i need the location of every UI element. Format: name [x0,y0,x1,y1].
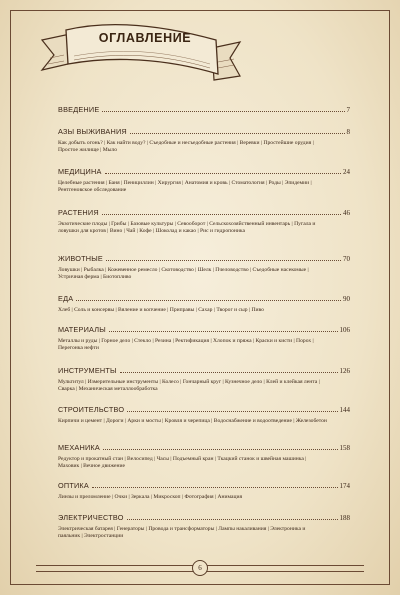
toc-heading-row [58,254,350,264]
chapter-subtopics: Линзы и преломление | Очки | Зеркала | Микроскоп | Фотография | Анимация [58,494,243,500]
chapter-page: 188 [339,514,350,522]
toc-heading-row [58,325,350,335]
toc-entry-medicine[interactable] [58,167,350,194]
toc-heading-row [58,127,350,137]
ribbon-illustration [38,18,244,92]
toc-entry-introduction[interactable] [58,105,350,115]
toc-entry-animals[interactable] [58,254,350,281]
chapter-title: СТРОИТЕЛЬСТВО [58,405,125,414]
chapter-page: 46 [343,209,350,217]
dot-leader [109,331,338,332]
toc-entry-plants[interactable] [58,208,350,235]
page-number: 6 [192,560,208,576]
chapter-subtopics: Металлы и руды | Горное дело | Стекло | Резина | Ректификация | Хлопок и пряжа | Краски и кисти | Порох | Перегонка нефти [58,338,314,352]
chapter-subtopics: Целебные растения | Баня | Пенициллин | Хирургия | Анатомия и кровь | Стоматология | Роды | Эпидемии | Рентгеновское обследование [58,180,312,194]
chapter-subtopics: Как добыть огонь? | Как найти воду? | Съедобные и несъедобные растения | Веревки | Простейшие орудия | Простое жилище | Мыло [58,140,314,154]
toc-heading-row [58,294,350,304]
dot-leader [92,487,338,488]
chapter-subtopics: Ловушки | Рыбалка | Кожевенное ремесло | Скотоводство | Шелк | Пчеловодство | Съедобные насекомые | Устричная ферма | Биотопливо [58,267,309,281]
toc-heading-row [58,405,350,415]
dot-leader [102,111,344,112]
dot-leader [106,260,341,261]
toc-heading-row [58,513,350,523]
toc-heading-row [58,481,350,491]
chapter-title: ЖИВОТНЫЕ [58,254,103,263]
chapter-title: МЕХАНИКА [58,443,100,452]
chapter-title: ИНСТРУМЕНТЫ [58,366,117,375]
chapter-page: 8 [346,128,350,136]
dot-leader [103,449,338,450]
chapter-title: МЕДИЦИНА [58,167,102,176]
chapter-page: 90 [343,295,350,303]
toc-entry-tools[interactable] [58,366,350,393]
chapter-title: ОПТИКА [58,481,89,490]
toc-heading-row [58,208,350,218]
chapter-subtopics: Хлеб | Соль и консервы | Вяление и копчение | Приправы | Сахар | Творог и сыр | Пиво [58,307,264,313]
chapter-page: 24 [343,168,350,176]
toc-heading-row [58,105,350,115]
chapter-title: ЕДА [58,294,74,303]
chapter-subtopics: Экзотические плоды | Грибы | Базовые культуры | Севооборот | Сельскохозяйственный инвентарь | Пугала и ловушки для кротов | Вино | Чай | Кофе | Шоколад и какао | Рис и гидропоника [58,221,316,235]
chapter-subtopics: Кирпичи и цемент | Дороги | Арки и мосты | Кровля и черепица | Водоснабжение и водоотведение | Железобетон [58,418,327,424]
dot-leader [105,173,341,174]
chapter-page: 144 [339,406,350,414]
dot-leader [127,411,337,412]
dot-leader [76,300,341,301]
toc-heading-row [58,167,350,177]
toc-entry-construction[interactable] [58,405,350,425]
chapter-subtopics: Электрическая батарея | Генераторы | Провода и трансформаторы | Лампы накаливания | Электроника и паяльник | Электростанции [58,526,306,540]
toc-heading-row [58,443,350,453]
toc-entry-optics[interactable] [58,481,350,501]
dot-leader [120,372,338,373]
dot-leader [102,214,341,215]
chapter-title: МАТЕРИАЛЫ [58,325,106,334]
chapter-title: ЭЛЕКТРИЧЕСТВО [58,513,124,522]
chapter-subtopics: Редуктор и прокатный стан | Велосипед | Часы | Подъемный кран | Ткацкий станок и швейная машинка | Маховик | Вечное движение [58,456,307,470]
dot-leader [130,133,345,134]
chapter-page: 174 [339,482,350,490]
chapter-page: 106 [339,326,350,334]
toc-entry-materials[interactable] [58,325,350,352]
chapter-page: 70 [343,255,350,263]
chapter-page: 7 [346,106,350,114]
toc-entry-survival-basics[interactable] [58,127,350,154]
ribbon-banner [38,18,244,92]
chapter-title: РАСТЕНИЯ [58,208,99,217]
chapter-subtopics: Мультитул | Измерительные инструменты | Колесо | Гончарный круг | Кузнечное дело | Клей и клейкая лента | Сварка | Механическая металлообработка [58,379,320,393]
toc-entry-mechanics[interactable] [58,443,350,470]
toc-entry-electricity[interactable] [58,513,350,540]
chapter-page: 126 [339,367,350,375]
page-title: ОГЛАВЛЕНИЕ [98,31,192,45]
toc-heading-row [58,366,350,376]
dot-leader [127,519,338,520]
chapter-page: 158 [339,444,350,452]
chapter-title: АЗЫ ВЫЖИВАНИЯ [58,127,127,136]
chapter-title: ВВЕДЕНИЕ [58,105,100,114]
toc-entry-food[interactable] [58,294,350,314]
